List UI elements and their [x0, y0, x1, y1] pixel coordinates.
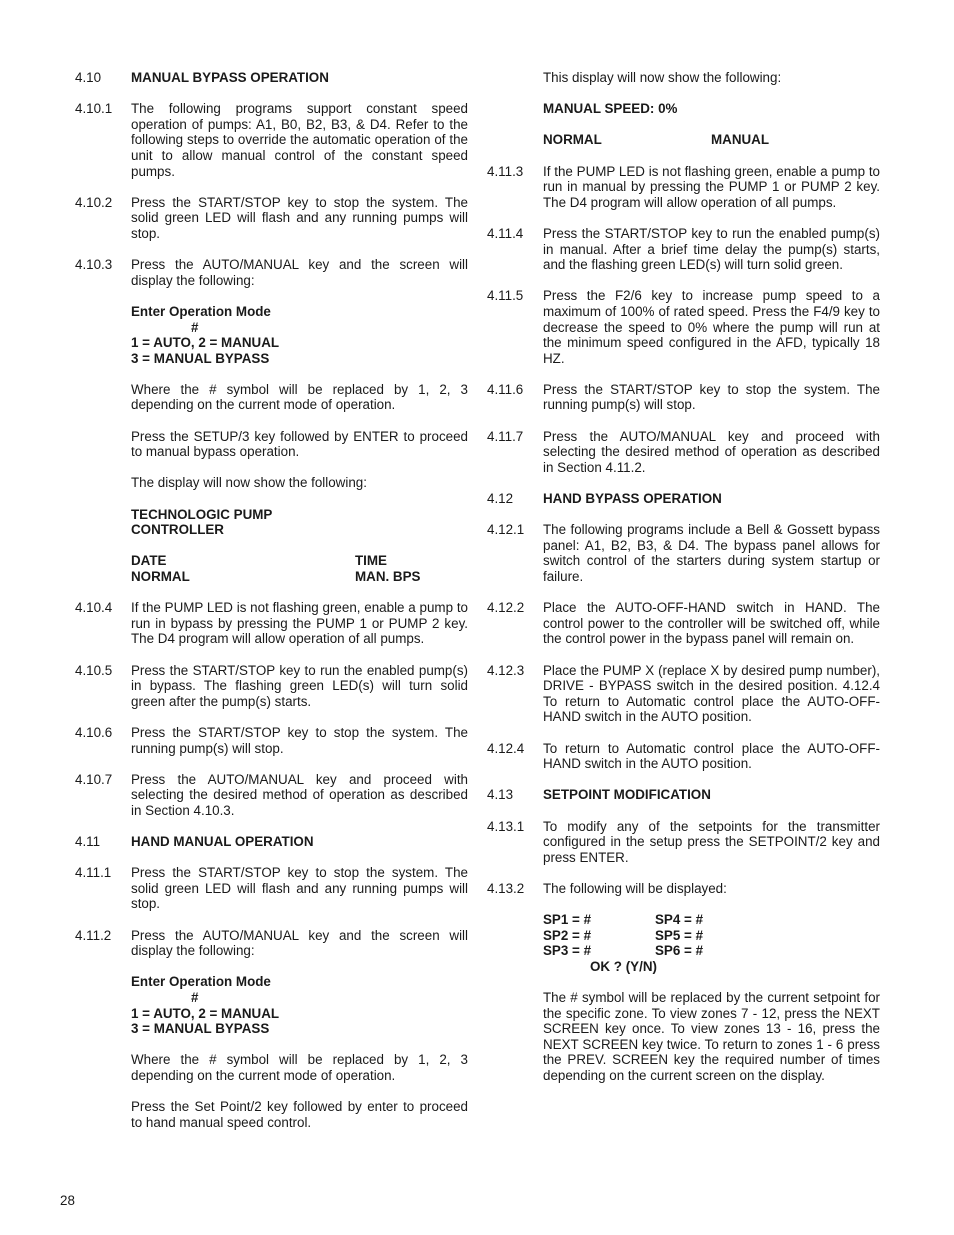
display-row	[543, 132, 880, 148]
display-cell: NORMAL	[131, 569, 190, 584]
section-title: MANUAL BYPASS OPERATION	[131, 70, 329, 85]
para-4-12-1	[487, 522, 880, 584]
para-text: Press the START/STOP key to run the enabled pump(s) in bypass. The flashing green LED(s) will turn solid green after the pump(s) starts.	[131, 662, 468, 709]
display-line: 1 = AUTO, 2 = MANUAL	[131, 1005, 280, 1021]
display-row	[543, 928, 880, 944]
para-text: Press the AUTO/MANUAL key and proceed with selecting the desired method of operation as described in Section 4.11.2.	[543, 428, 880, 475]
section-4-11-heading	[75, 834, 468, 850]
section-number: 4.13	[487, 787, 514, 803]
section-number: 4.11	[75, 834, 101, 850]
para-4-10-1	[75, 101, 468, 179]
para-4-11-2	[75, 928, 468, 959]
para-number: 4.11.1	[75, 865, 112, 881]
para-4-11-7	[487, 429, 880, 476]
para-text: To modify any of the setpoints for the transmitter configured in the setup press the SETPOINT/2 key and press ENTER.	[543, 818, 880, 865]
display-cell: SP5 = #	[655, 927, 704, 943]
para-text: The following will be displayed:	[543, 880, 727, 896]
para-text: The following programs support constant speed operation of pumps: A1, B0, B2, B3, & D4. Refer to the following steps to override the automatic operation of the unit to allow manual control of the constant speed pumps.	[131, 101, 468, 179]
display-line: MANUAL SPEED: 0%	[543, 101, 678, 117]
display-row	[543, 943, 880, 959]
para-number: 4.12.3	[487, 662, 525, 678]
display-cell: SP3 = #	[543, 943, 592, 959]
para-text: Press the AUTO/MANUAL key and the screen will display the following:	[131, 927, 468, 959]
para-4-10-3	[75, 257, 468, 288]
para-text: If the PUMP LED is not flashing green, enable a pump to run in bypass by pressing the PUMP 1 or PUMP 2 key. The D4 program will allow operation of all pumps.	[131, 600, 468, 647]
para-text: Where the # symbol will be replaced by 1, 2, 3 depending on the current mode of operation.	[131, 1052, 468, 1083]
para-text: The display will now show the following:	[131, 475, 367, 491]
para-number: 4.10.5	[75, 662, 113, 678]
para-text: This display will now show the following:	[543, 70, 782, 85]
setpoint-display	[543, 912, 880, 974]
para-number: 4.13.2	[487, 880, 525, 896]
manual-speed-display	[543, 101, 880, 148]
display-blank-line	[543, 117, 880, 133]
para-number: 4.11.3	[487, 163, 524, 179]
para-number: 4.11.7	[487, 428, 524, 444]
para-text: Press the START/STOP key to stop the system. The solid green LED will flash and any running pumps will stop.	[131, 865, 468, 912]
section-title: HAND BYPASS OPERATION	[543, 491, 722, 507]
para-4-11-1	[75, 865, 468, 912]
para-number: 4.12.4	[487, 740, 525, 756]
para-number: 4.12.1	[487, 522, 525, 538]
para-4-11-4	[487, 226, 880, 273]
display-row	[543, 912, 880, 928]
section-4-12-heading	[487, 491, 880, 507]
display-line: OK ? (Y/N)	[590, 958, 657, 974]
display-cell: TIME	[355, 553, 387, 569]
para-number: 4.10.2	[75, 194, 113, 210]
display-line: 3 = MANUAL BYPASS	[131, 1021, 270, 1037]
display-cell: SP4 = #	[655, 912, 704, 928]
para-number: 4.12.2	[487, 600, 525, 616]
section-title: SETPOINT MODIFICATION	[543, 787, 711, 803]
para-number: 4.11.6	[487, 381, 524, 397]
para-text: If the PUMP LED is not flashing green, enable a pump to run in manual by pressing the PUMP 1 or PUMP 2 key. The D4 program will allow operation of all pumps.	[543, 163, 880, 210]
para-number: 4.11.5	[487, 288, 524, 304]
para-4-13-2	[487, 881, 880, 897]
para-text: Press the START/STOP key to stop the system. The running pump(s) will stop.	[543, 381, 880, 413]
para-text: Place the AUTO-OFF-HAND switch in HAND. The control power to the controller will be switched off, while the control power in the bypass panel will remain on.	[543, 600, 880, 647]
section-4-10-heading	[75, 70, 468, 86]
para-text: Press the SETUP/3 key followed by ENTER to proceed to manual bypass operation.	[131, 428, 468, 460]
para-4-12-3	[487, 663, 880, 725]
section-number: 4.10	[75, 70, 102, 85]
display-line: TECHNOLOGIC PUMP	[131, 506, 273, 522]
section-4-13-heading	[487, 787, 880, 803]
display-cell: SP6 = #	[655, 943, 704, 959]
para-4-12-4	[487, 741, 880, 772]
technologic-display	[131, 507, 468, 585]
display-cell: NORMAL	[543, 132, 602, 148]
para-text: Press the AUTO/MANUAL key and proceed with selecting the desired method of operation as described in Section 4.10.3.	[131, 771, 468, 818]
para-4-11-5	[487, 288, 880, 366]
display-cell: MAN. BPS	[355, 569, 421, 584]
para-4-10-4	[75, 600, 468, 647]
display-line: #	[191, 990, 199, 1006]
display-blank-line	[131, 538, 468, 554]
display-line: #	[191, 319, 199, 335]
section-number: 4.12	[487, 491, 514, 507]
para-number: 4.10.7	[75, 771, 113, 787]
para-text: Press the START/STOP key to stop the system. The running pump(s) will stop.	[131, 724, 468, 756]
display-line: CONTROLLER	[131, 522, 224, 538]
para-text: Where the # symbol will be replaced by 1, 2, 3 depending on the current mode of operation.	[131, 381, 468, 413]
display-cell: SP1 = #	[543, 912, 592, 928]
para-number: 4.10.3	[75, 257, 113, 273]
left-column	[75, 70, 468, 1146]
para-number: 4.11.4	[487, 225, 524, 241]
para-text: Press the Set Point/2 key followed by enter to proceed to hand manual speed control.	[131, 1099, 468, 1130]
para-number: 4.10.6	[75, 724, 113, 740]
para-text: Press the START/STOP key to stop the system. The solid green LED will flash and any running pumps will stop.	[131, 194, 468, 241]
para-4-13-1	[487, 819, 880, 866]
para-number: 4.13.1	[487, 818, 525, 834]
para-text: Press the AUTO/MANUAL key and the screen will display the following:	[131, 257, 468, 288]
para-4-10-7	[75, 772, 468, 819]
para-number: 4.10.4	[75, 600, 113, 616]
para-text: Press the F2/6 key to increase pump speed to a maximum of 100% of rated speed. Press the F4/9 key to decrease the speed to 0% where the pump will run at the minimum speed configured in the AFD, typically 18 HZ.	[543, 288, 880, 366]
para-4-12-2	[487, 600, 880, 647]
section-title: HAND MANUAL OPERATION	[131, 834, 314, 850]
para-text: To return to Automatic control place the AUTO-OFF-HAND switch in the AUTO position.	[543, 740, 880, 772]
para-number: 4.11.2	[75, 927, 112, 943]
page-number: 28	[60, 1193, 75, 1208]
display-line: 1 = AUTO, 2 = MANUAL	[131, 335, 280, 351]
display-row	[131, 569, 468, 585]
display-cell: MANUAL	[711, 132, 770, 148]
display-row	[131, 553, 468, 569]
display-cell: SP2 = #	[543, 927, 592, 943]
right-column	[487, 70, 880, 1099]
para-number: 4.10.1	[75, 101, 113, 117]
display-line: 3 = MANUAL BYPASS	[131, 350, 270, 366]
operation-mode-display-2	[131, 974, 468, 1036]
para-4-10-6	[75, 725, 468, 756]
display-line: Enter Operation Mode	[131, 303, 271, 319]
para-text: Press the START/STOP key to run the enabled pump(s) in manual. After a brief time delay the pump(s) starts, and the flashing green LED(s) will turn solid green.	[543, 225, 880, 273]
para-4-10-5	[75, 663, 468, 710]
para-4-10-2	[75, 195, 468, 242]
para-text: Place the PUMP X (replace X by desired pump number), DRIVE - BYPASS switch in the desired position. 4.12.4 To return to Automatic control place the AUTO-OFF-HAND switch in the AUTO position.	[543, 662, 880, 725]
para-text: The following programs include a Bell & Gossett bypass panel: A1, B2, B3, & D4. The bypass panel allows for switch control of the starters during system startup or failure.	[543, 522, 880, 584]
display-cell: DATE	[131, 553, 167, 569]
operation-mode-display-1	[131, 304, 468, 366]
display-line: Enter Operation Mode	[131, 974, 271, 990]
para-4-11-3	[487, 164, 880, 211]
para-text: The # symbol will be replaced by the current setpoint for the specific zone. To view zones 7 - 12, press the NEXT SCREEN key once. To view zones 13 - 16, press the NEXT SCREEN key twice. To return to zones 1 - 6 press the PREV. SCREEN key the required number of times depending on the current screen on the display.	[543, 990, 880, 1083]
para-4-11-6	[487, 382, 880, 413]
